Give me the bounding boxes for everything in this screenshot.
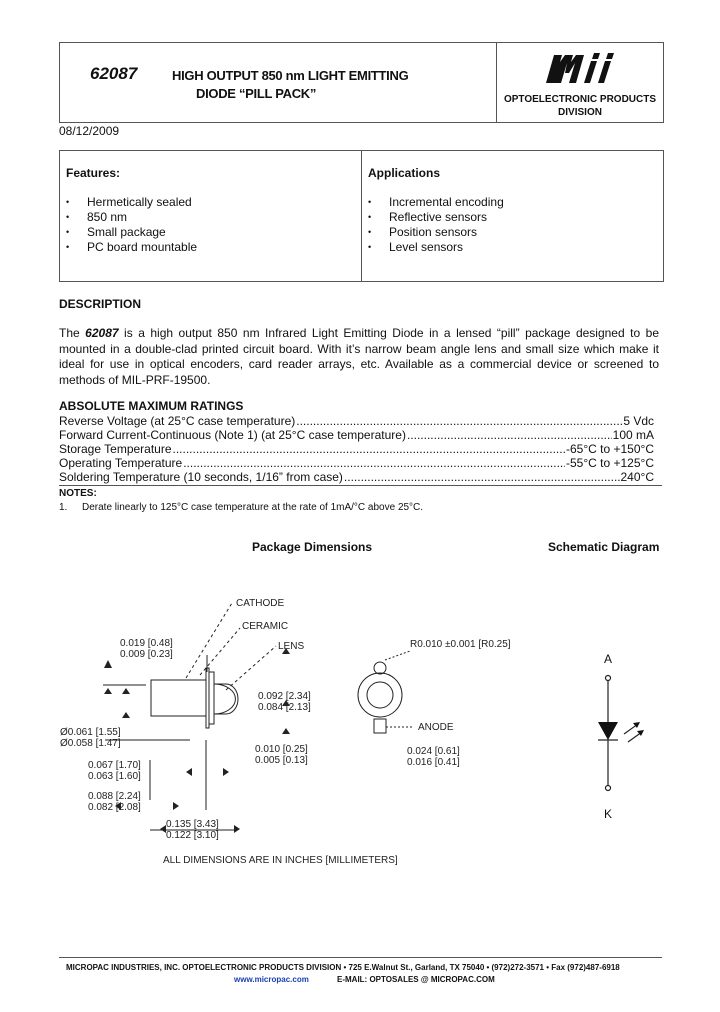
dim-lens-height xyxy=(258,691,311,713)
note-number: 1. xyxy=(59,502,68,513)
rating-value: 100 mA xyxy=(612,428,654,442)
title-line-2: DIODE “PILL PACK” xyxy=(196,86,317,101)
dim-value: 0.067 [1.70] xyxy=(88,760,141,771)
list-item: • Hermetically sealed xyxy=(66,195,197,210)
division-line-2: DIVISION xyxy=(558,107,602,118)
units-note: ALL DIMENSIONS ARE IN INCHES [MILLIMETERS] xyxy=(163,855,398,866)
dim-value: Ø0.061 [1.55] xyxy=(60,727,121,738)
features-heading: Features: xyxy=(66,166,121,180)
rating-label: Storage Temperature xyxy=(59,442,172,456)
rating-label: Reverse Voltage (at 25°C case temperature) xyxy=(59,414,296,428)
list-item: • Position sensors xyxy=(368,225,504,240)
list-item: • Reflective sensors xyxy=(368,210,504,225)
part-number: 62087 xyxy=(90,64,138,83)
rating-value: -55°C to +125°C xyxy=(566,456,654,470)
rating-value: 240°C xyxy=(620,470,654,484)
dim-value: 0.082 [2.08] xyxy=(88,802,141,813)
cathode-label: CATHODE xyxy=(236,598,285,609)
dim-anode xyxy=(407,746,460,768)
dim-value: Ø0.058 [1.47] xyxy=(60,738,121,749)
dim-value: 0.024 [0.61] xyxy=(407,746,460,757)
date: 08/12/2009 xyxy=(59,124,120,138)
footer-address: MICROPAC INDUSTRIES, INC. OPTOELECTRONIC PRODUCTS DIVISION • 725 E.Walnut St., Garland, TX 75040 • (972)272-3571 • Fax (972)487-6918 xyxy=(66,963,620,972)
dim-thickness xyxy=(120,638,173,660)
dim-lead xyxy=(255,744,308,766)
description-body: is a high output 850 nm Infrared Light Emitting Diode in a lensed “pill” package designed to be mounted in a double-clad printed circuit board. With it’s narrow beam angle lens and small size which make it ideal for use in optical encoders, card reader arrays, etc. Available as a commercial device or screened to methods of MIL-PRF-19500. xyxy=(59,326,659,387)
dim-value: 0.005 [0.13] xyxy=(255,755,308,766)
package-heading: Package Dimensions xyxy=(252,540,373,554)
schematic-cathode-label: K xyxy=(604,807,613,821)
division-line-1: OPTOELECTRONIC PRODUCTS xyxy=(503,94,657,105)
description-heading: DESCRIPTION xyxy=(59,297,142,311)
ceramic-label: CERAMIC xyxy=(242,621,289,632)
list-item: • 850 nm xyxy=(66,210,197,225)
dim-body-width xyxy=(88,760,141,782)
rating-label: Soldering Temperature (10 seconds, 1/16” from case) xyxy=(59,470,343,484)
schematic-heading: Schematic Diagram xyxy=(548,540,660,554)
dim-body-length xyxy=(88,791,141,813)
footer-email: E-MAIL: OPTOSALES @ MICROPAC.COM xyxy=(337,975,495,984)
dim-value: 0.092 [2.34] xyxy=(258,691,311,702)
list-item: • Incremental encoding xyxy=(368,195,504,210)
rating-label: Forward Current-Continuous (Note 1) (at 25°C case temperature) xyxy=(59,428,406,442)
dim-value: 0.019 [0.48] xyxy=(120,638,173,649)
schematic-anode-label: A xyxy=(604,652,613,666)
ratings-heading: ABSOLUTE MAXIMUM RATINGS xyxy=(59,399,244,413)
note-text: Derate linearly to 125°C case temperature at the rate of 1mA/°C above 25°C. xyxy=(82,502,424,513)
rating-label: Operating Temperature xyxy=(59,456,183,470)
dim-value: 0.063 [1.60] xyxy=(88,771,141,782)
dim-value: 0.010 [0.25] xyxy=(255,744,308,755)
list-item: • Level sensors xyxy=(368,240,504,255)
dim-diameter xyxy=(60,727,121,749)
footer-divider xyxy=(59,957,662,958)
list-item: • Small package xyxy=(66,225,197,240)
description-part: 62087 xyxy=(85,326,119,340)
dim-value: 0.016 [0.41] xyxy=(407,757,460,768)
led-symbol xyxy=(580,668,660,798)
rating-value: -65°C to +150°C xyxy=(566,442,654,456)
dim-radius: R0.010 ±0.001 [R0.25] xyxy=(410,639,511,650)
dim-value: 0.135 [3.43] xyxy=(166,819,219,830)
dim-value: 0.009 [0.23] xyxy=(120,649,173,660)
list-item: • PC board mountable xyxy=(66,240,197,255)
description-prefix: The xyxy=(59,326,86,340)
anode-label: ANODE xyxy=(418,722,454,733)
applications-heading: Applications xyxy=(368,166,441,180)
website-link[interactable]: www.micropac.com xyxy=(234,975,309,984)
lens-label: LENS xyxy=(278,641,305,652)
dim-value: 0.084 [2.13] xyxy=(258,702,311,713)
title-line-1: HIGH OUTPUT 850 nm LIGHT EMITTING xyxy=(172,68,409,83)
notes-heading: NOTES: xyxy=(59,488,97,499)
dim-value: 0.088 [2.24] xyxy=(88,791,141,802)
dim-value: 0.122 [3.10] xyxy=(166,830,219,841)
rating-value: 5 Vdc xyxy=(623,414,654,428)
dim-overall xyxy=(166,819,219,841)
